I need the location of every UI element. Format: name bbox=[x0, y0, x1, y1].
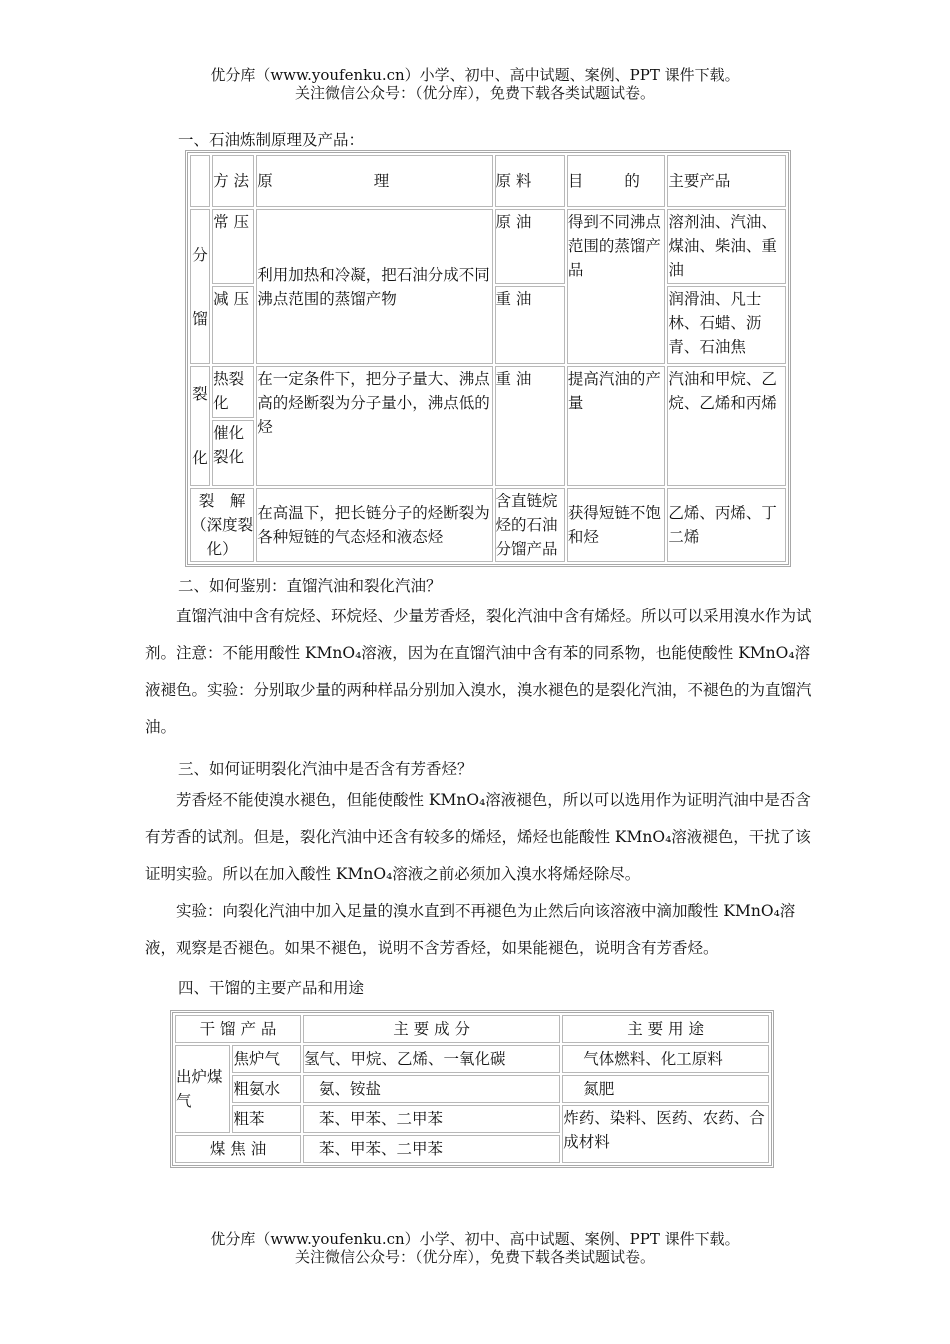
row-cuanshui bbox=[175, 1075, 769, 1103]
use-cuben: 炸药、染料、医药、农药、合成材料 bbox=[562, 1105, 769, 1163]
purpose-liejie: 获得短链不饱和烃 bbox=[567, 488, 666, 562]
use-jiaoluqi: 气体燃料、化工原料 bbox=[562, 1045, 769, 1073]
name-cuanshui: 粗氨水 bbox=[232, 1075, 301, 1103]
page-header bbox=[0, 66, 950, 102]
corner-cell bbox=[190, 155, 210, 207]
header-principle-b: 理 bbox=[373, 172, 390, 190]
component-cuanshui: 氨、铵盐 bbox=[303, 1075, 560, 1103]
products-liejie: 乙烯、丙烯、丁二烯 bbox=[667, 488, 786, 562]
label-gas: 出炉煤气 bbox=[175, 1045, 230, 1133]
material-liejie: 含直链烷烃的石油分馏产品 bbox=[495, 488, 565, 562]
label-fenliu: 分 馏 bbox=[190, 209, 210, 364]
section-3-body-2: 实验：向裂化汽油中加入足量的溴水直到不再褪色为止然后向该溶液中滴加酸性 KMnO₄溶液，观察是否褪色。如果不褪色，说明不含芳香烃，如果能褪色，说明含有芳香烃。 bbox=[145, 902, 796, 957]
section-3-body-1: 芳香烃不能使溴水褪色，但能使酸性 KMnO₄溶液褪色，所以可以选用作为证明汽油中是否含有芳香的试剂。但是，裂化汽油中还含有较多的烯烃，烯烃也能酸性 KMnO₄溶液褪色，干扰了该证明实验。所以在加入酸性 KMnO₄溶液之前必须加入溴水将烯烃除尽。 bbox=[145, 791, 811, 883]
products-jianya: 润滑油、凡士林、石蜡、沥青、石油焦 bbox=[667, 286, 786, 364]
page-footer bbox=[0, 1230, 950, 1266]
name-cuben: 粗苯 bbox=[232, 1105, 301, 1133]
component-jiaoluqi: 氢气、甲烷、乙烯、一氧化碳 bbox=[303, 1045, 560, 1073]
row-reliehua bbox=[190, 366, 786, 418]
header-line-1: 优分库（www.youfenku.cn）小学、初中、高中试题、案例、PPT 课件下载。 bbox=[210, 66, 740, 84]
section-2-title: 二、如何鉴别：直馏汽油和裂化汽油？ bbox=[178, 577, 442, 595]
section-2-body: 直馏汽油中含有烷烃、环烷烃、少量芳香烃，裂化汽油中含有烯烃。所以可以采用溴水作为试剂。注意：不能用酸性 KMnO₄溶液，因为在直馏汽油中含有苯的同系物，也能使酸性 KMnO₄溶液褪色。实验：分别取少量的两种样品分别加入溴水，溴水褪色的是裂化汽油，不褪色的为直馏汽油。 bbox=[145, 607, 812, 736]
products-changya: 溶剂油、汽油、煤油、柴油、重油 bbox=[667, 209, 786, 284]
section-1-title: 一、石油炼制原理及产品： bbox=[178, 131, 365, 149]
purpose-fenliu: 得到不同沸点范围的蒸馏产品 bbox=[567, 209, 666, 364]
material-liehua: 重 油 bbox=[495, 366, 565, 486]
method-reliehua: 热裂化 bbox=[212, 366, 254, 418]
principle-liehua: 在一定条件下，把分子量大、沸点高的烃断裂为分子量小，沸点低的烃 bbox=[256, 366, 492, 486]
header-principle bbox=[256, 155, 492, 207]
section-3-title: 三、如何证明裂化汽油中是否含有芳香烃？ bbox=[178, 760, 473, 778]
name-jiaoluqi: 焦炉气 bbox=[232, 1045, 301, 1073]
table-header-row bbox=[190, 155, 786, 207]
dry-distillation-table bbox=[170, 1010, 774, 1168]
header-purpose-b: 的 bbox=[624, 172, 640, 190]
material-jianya: 重 油 bbox=[495, 286, 565, 364]
section-4-title: 四、干馏的主要产品和用途 bbox=[178, 979, 365, 997]
table2-header-row bbox=[175, 1015, 769, 1043]
header-principle-a: 原 bbox=[257, 172, 273, 190]
name-meijiaoyou: 煤 焦 油 bbox=[175, 1135, 301, 1163]
row-liejie bbox=[190, 488, 786, 562]
header-use: 主 要 用 途 bbox=[562, 1015, 769, 1043]
material-changya: 原 油 bbox=[495, 209, 565, 284]
products-liehua: 汽油和甲烷、乙烷、乙烯和丙烯 bbox=[667, 366, 786, 486]
principle-fenliu: 利用加热和冷凝，把石油分成不同沸点范围的蒸馏产物 bbox=[256, 209, 492, 364]
method-changya: 常 压 bbox=[212, 209, 254, 284]
footer-line-1: 优分库（www.youfenku.cn）小学、初中、高中试题、案例、PPT 课件下载。 bbox=[210, 1230, 740, 1248]
header-products: 主要产品 bbox=[667, 155, 786, 207]
row-cuben bbox=[175, 1105, 769, 1133]
component-cuben: 苯、甲苯、二甲苯 bbox=[303, 1105, 560, 1133]
row-changya bbox=[190, 209, 786, 284]
header-method: 方 法 bbox=[212, 155, 254, 207]
method-cuihualiehua: 催化裂化 bbox=[212, 420, 254, 486]
component-meijiaoyou: 苯、甲苯、二甲苯 bbox=[303, 1135, 560, 1163]
header-material: 原 料 bbox=[495, 155, 565, 207]
use-cuanshui: 氮肥 bbox=[562, 1075, 769, 1103]
header-purpose-a: 目 bbox=[567, 172, 584, 190]
header-line-2: 关注微信公众号：（优分库），免费下载各类试题试卷。 bbox=[294, 84, 655, 102]
purpose-liehua: 提高汽油的产量 bbox=[567, 366, 666, 486]
label-liejie: 裂 解（深度裂化） bbox=[190, 488, 254, 562]
header-product: 干 馏 产 品 bbox=[175, 1015, 301, 1043]
footer-line-2: 关注微信公众号：（优分库），免费下载各类试题试卷。 bbox=[294, 1248, 655, 1266]
header-purpose bbox=[567, 155, 666, 207]
method-jianya: 减 压 bbox=[212, 286, 254, 364]
refining-table bbox=[185, 150, 791, 567]
row-jiaoluqi bbox=[175, 1045, 769, 1073]
principle-liejie: 在高温下，把长链分子的烃断裂为各种短链的气态烃和液态烃 bbox=[256, 488, 492, 562]
header-component: 主 要 成 分 bbox=[303, 1015, 560, 1043]
label-liehua: 裂 化 bbox=[190, 366, 210, 486]
